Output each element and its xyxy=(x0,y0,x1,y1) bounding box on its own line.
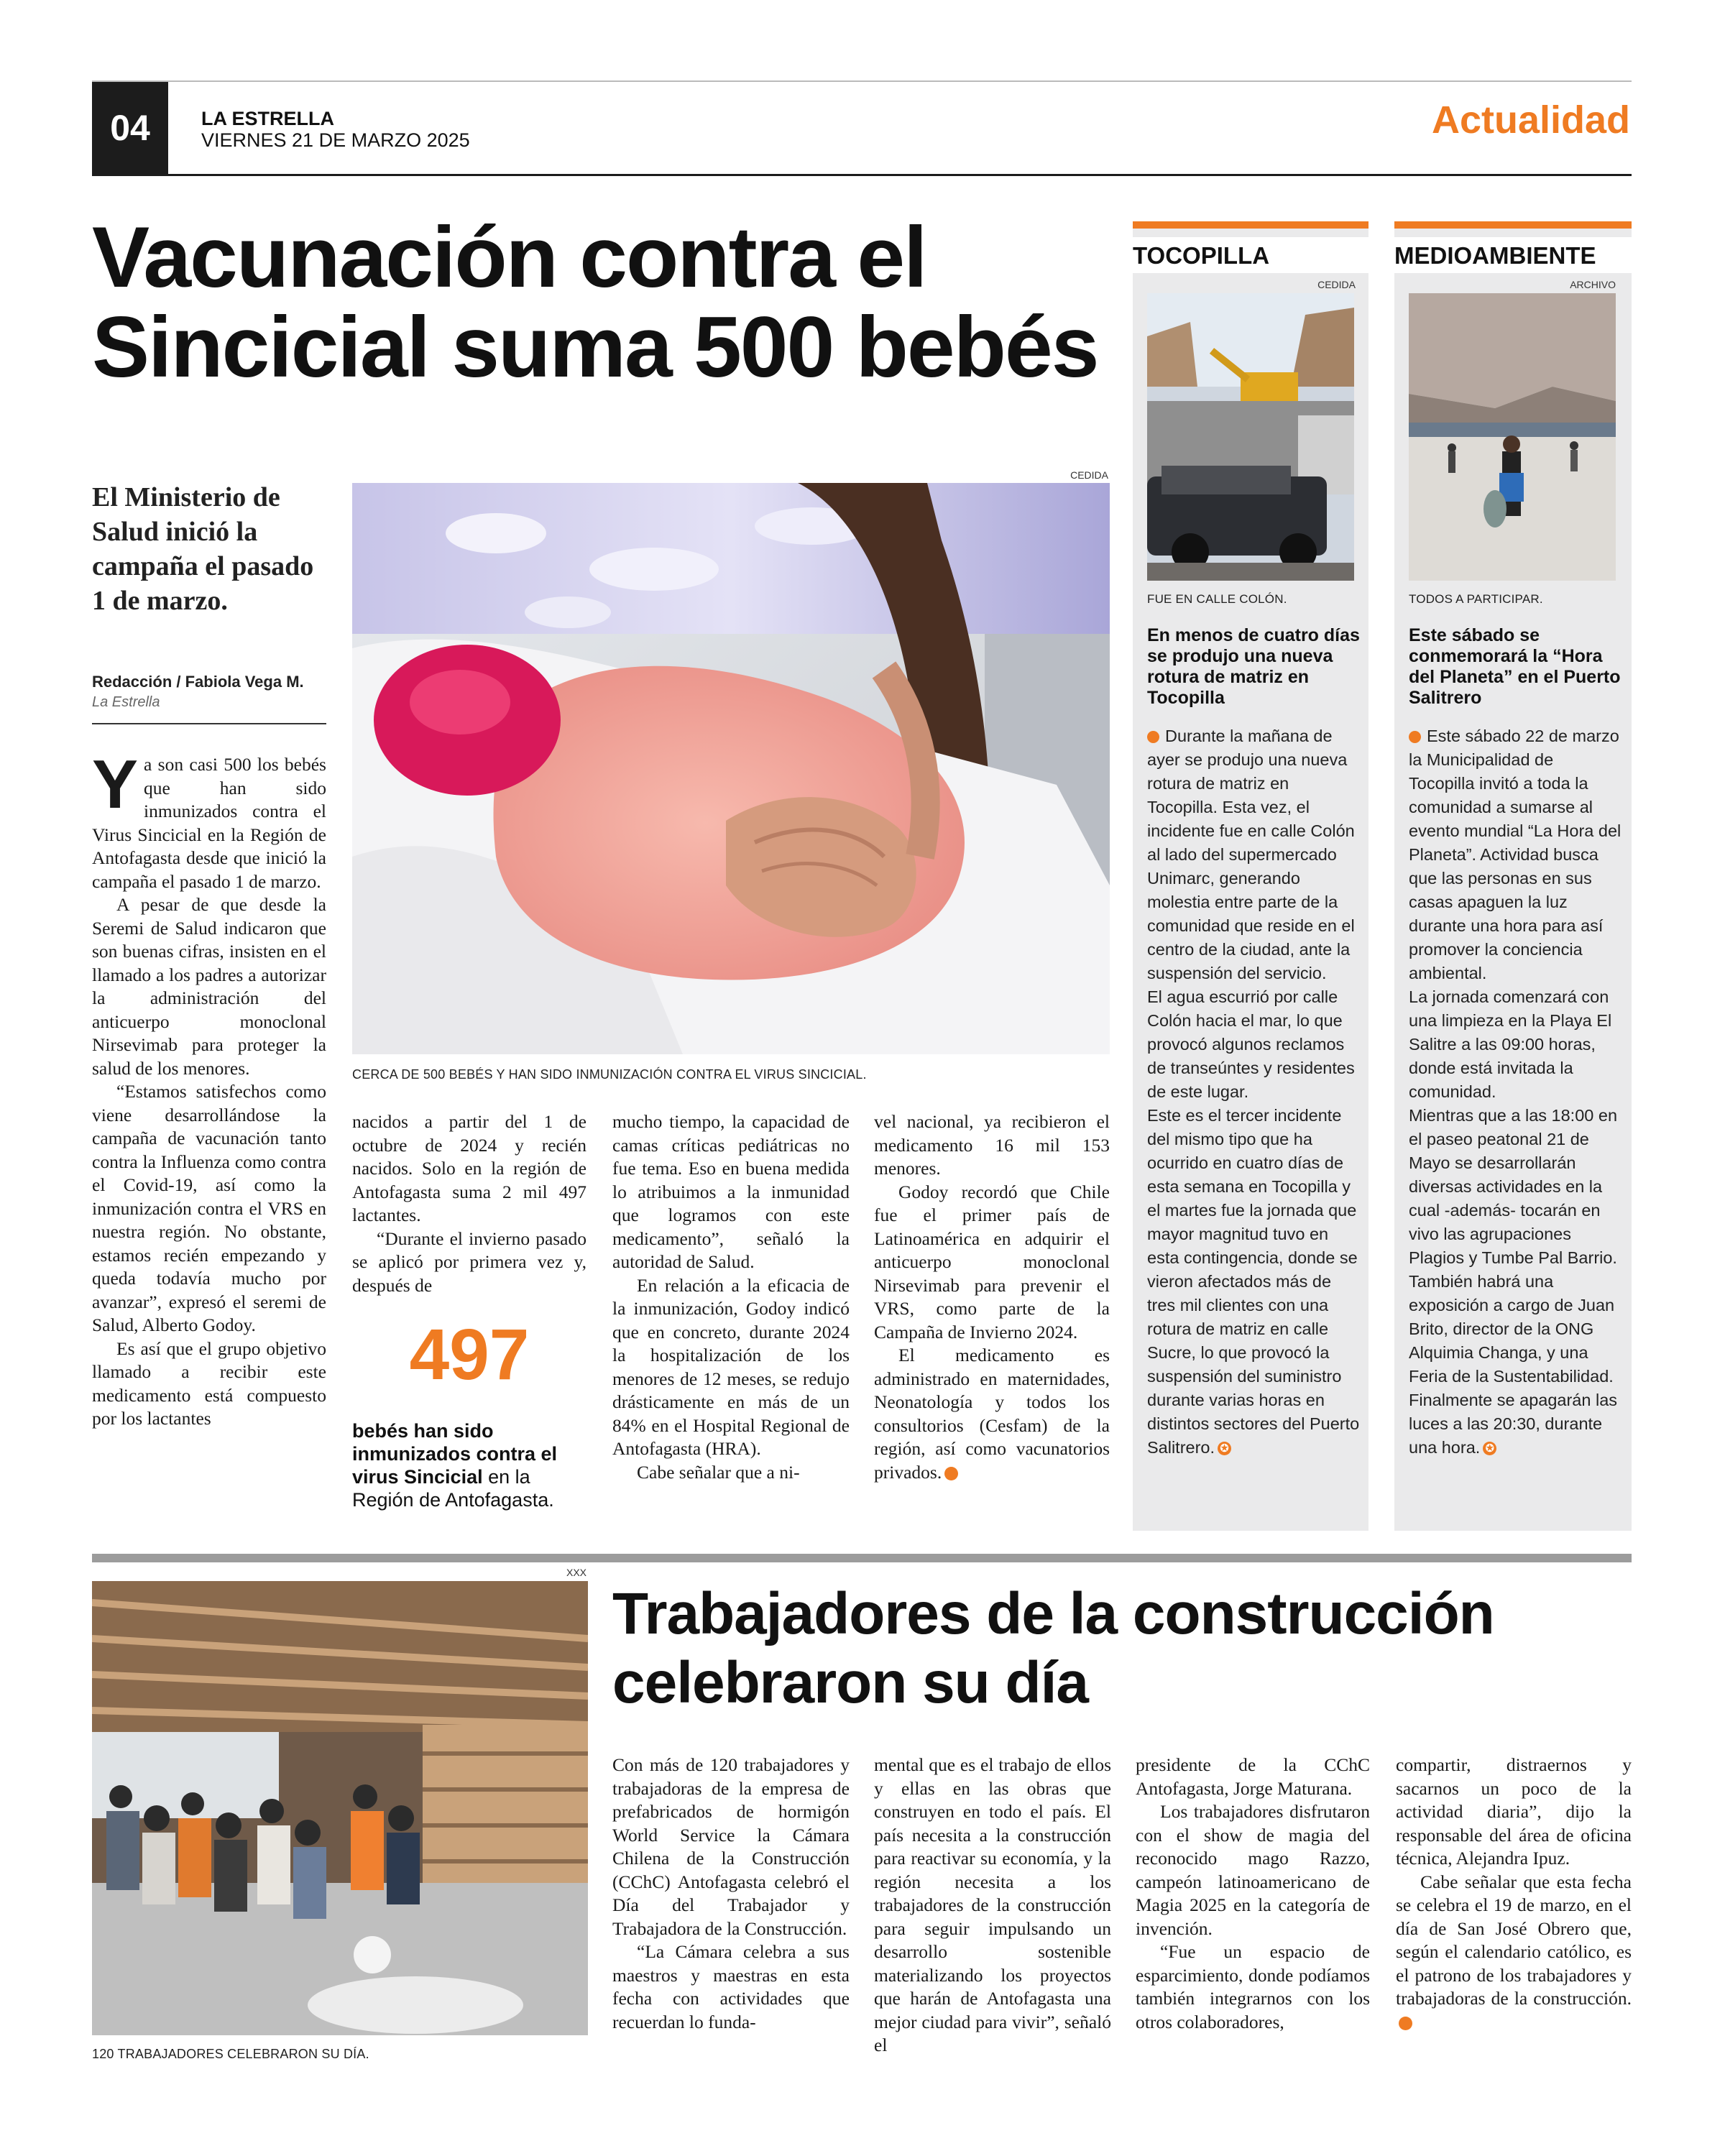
page-number: 04 xyxy=(92,82,168,174)
byline-rule xyxy=(92,723,326,724)
sidebar1-p1: Durante la mañana de ayer se produjo una nueva rotura de matriz en Tocopilla. Esta vez, el incidente fue en calle Colón al lado del supermercado Unimarc, generando molestia entre parte de la comunidad que reside en el centro de la ciudad, ante la suspensión del servicio. xyxy=(1147,727,1355,982)
sidebar-photo xyxy=(1409,293,1616,581)
main-column-2 xyxy=(352,1110,586,1297)
col1-p3: “Estamos satisfechos como viene desarrollándose la campaña de vacunación tanto contra la Influenza como contra el Covid-19, así como la inmunización contra el VRS en nuestra región. No obstante, estamos recién empezando y queda todavía mucho por avanzar”, expresó el seremi de Salud, Alberto Godoy. xyxy=(92,1081,326,1335)
sidebar-photo xyxy=(1147,293,1354,581)
second-photo-caption: 120 TRABAJADORES CELEBRARON SU DÍA. xyxy=(92,2047,369,2061)
second-photo xyxy=(92,1581,588,2035)
sidebar-photo-caption: FUE EN CALLE COLÓN. xyxy=(1147,592,1287,606)
second-col2-p1: mental que es el trabajo de ellos y ellas en las obras que construyen en todo el país. El país necesita a la construcción para reactivar su economía, y la región necesita a los trabajadores de la construcción para seguir impulsando un desarrollo sostenible materializando los proyectos que harán de Antofagasta una mejor ciudad para vivir”, señaló el xyxy=(874,1754,1111,2055)
main-photo-credit: CEDIDA xyxy=(1070,469,1108,481)
col2-p2: “Durante el invierno pasado se aplicó por primera vez y, después de xyxy=(352,1227,586,1296)
sidebar2-p4: Finalmente se apagarán las luces a las 20:30, durante una hora. xyxy=(1409,1391,1618,1457)
second-headline: Trabajadores de la construcción celebraron su día xyxy=(612,1581,1494,1715)
main-column-1 xyxy=(92,746,326,1431)
header-rule xyxy=(92,80,1632,82)
sidebar-tocopilla xyxy=(1133,221,1368,1531)
sidebar-photo-credit: CEDIDA xyxy=(1317,279,1356,290)
end-mark-icon: ✪ xyxy=(944,1467,958,1480)
newspaper-name: LA ESTRELLA xyxy=(201,108,334,129)
sidebar-headline: En menos de cuatro días se produjo una nueva rotura de matriz en Tocopilla xyxy=(1147,625,1360,708)
dropcap: Y xyxy=(92,746,139,823)
col4-p2: Godoy recordó que Chile fue el primer país de Latinoamérica en adquirir el anticuerpo monoclonal Nirsevimab para prevenir el VRS, como parte de la Campaña de Invierno 2024. xyxy=(874,1181,1110,1342)
col3-p2: En relación a la eficacia de la inmunización, Godoy indicó que en concreto, durante 2024 la hospitalización de los menores de 12 meses, se redujo drásticamente en más de un 84% en el Hospital Regional de Antofagasta (HRA). xyxy=(612,1274,850,1459)
second-column-3 xyxy=(1136,1754,1370,2034)
header-bottom-rule xyxy=(92,174,1632,176)
second-column-2 xyxy=(874,1754,1111,2058)
col4-p3: El medicamento es administrado en maternidades, Neonatología y todos los consultorios (Cesfam) de la región, así como vacunatorios privados. xyxy=(874,1345,1110,1483)
col1-p1: a son casi 500 los bebés que han sido inmunizados contra el Virus Sincicial en la Región de Antofagasta desde que inició la campaña el pasado 1 de marzo. xyxy=(92,754,326,892)
second-col3-p2: Los trabajadores disfrutaron con el show de magia del reconocido mago Razzo, campeón latinoamericano de Magia 2025 en la categoría de invención. xyxy=(1136,1801,1370,1939)
lead-text: El Ministerio de Salud inició la campaña el pasado 1 de marzo. xyxy=(92,482,314,616)
second-col3-p3: “Fue un espacio de esparcimiento, donde podíamos también integrarnos con los otros colaboradores, xyxy=(1136,1941,1370,2032)
byline: Redacción / Fabiola Vega M. xyxy=(92,673,304,691)
section-divider xyxy=(92,1554,1632,1562)
col3-p3: Cabe señalar que a ni- xyxy=(637,1461,800,1483)
edition-date: VIERNES 21 DE MARZO 2025 xyxy=(201,129,470,151)
sidebar-kicker: TOCOPILLA xyxy=(1133,237,1368,273)
col4-p1: vel nacional, ya recibieron el medicamento 16 mil 153 menores. xyxy=(874,1111,1110,1179)
second-col4-p1: compartir, distraernos y sacarnos un poco de la actividad diaria”, dijo la responsable del área de oficina técnica, Alejandra Ipuz. xyxy=(1396,1754,1632,1869)
sidebar1-p2: El agua escurrió por calle Colón hacia el mar, lo que provocó algunos reclamos de transeúntes y residentes de este lugar. xyxy=(1147,987,1355,1101)
main-headline: Vacunación contra el Sincicial suma 500 bebés xyxy=(92,209,1098,395)
second-col4-p2: Cabe señalar que esta fecha se celebra el 19 de marzo, en el día de San José Obrero que, según el calendario católico, es el patrono de los trabajadores y trabajadoras de la construcción. xyxy=(1396,1871,1632,2009)
sidebar1-p3: Este es el tercer incidente del mismo tipo que ha ocurrido en cuatro días de esta semana en Tocopilla y el martes fue la jornada que mayor magnitud tuvo en esta contingencia, donde se vieron afectados más de tres mil clientes con una rotura de matriz en calle Sucre, lo que provocó la suspensión del suministro durante varias horas en distintos sectores del Puerto Salitrero. xyxy=(1147,1106,1360,1457)
sidebar-photo-caption: TODOS A PARTICIPAR. xyxy=(1409,592,1543,606)
col1-p4: Es así que el grupo objetivo llamado a recibir este medicamento está compuesto por los lactantes xyxy=(92,1337,326,1429)
byline-source: La Estrella xyxy=(92,694,160,710)
sidebar-photo-credit: ARCHIVO xyxy=(1570,279,1616,290)
sidebar-headline: Este sábado se conmemorará la “Hora del Planeta” en el Puerto Salitrero xyxy=(1409,625,1621,708)
second-col1-p1: Con más de 120 trabajadores y trabajadoras de la empresa de prefabricados de hormigón World Service la Cámara Chilena de la Construcción (CChC) Antofagasta celebró el Día del Trabajador y Trabajadora de la Construcción. xyxy=(612,1754,850,1939)
stat-text-bold: bebés han sido inmunizados contra el virus Sincicial xyxy=(352,1420,558,1488)
stat-text-rest: en la Región de Antofagasta. xyxy=(352,1466,554,1511)
end-mark-icon: ✪ xyxy=(1483,1442,1496,1455)
second-column-4 xyxy=(1396,1754,1632,2034)
bullet-icon xyxy=(1409,731,1421,743)
sidebar2-p2: La jornada comenzará con una limpieza en la Playa El Salitre a las 09:00 horas, donde está invitada la comunidad. xyxy=(1409,987,1612,1101)
section-name: Actualidad xyxy=(1431,98,1630,142)
stat-number: 497 xyxy=(409,1314,530,1395)
end-mark-icon: ✪ xyxy=(1399,2017,1412,2030)
col3-p1: mucho tiempo, la capacidad de camas críticas pediátricas no fue tema. Eso en buena medida lo atribuimos a la inmunidad que logramos con este medicamento”, señaló la autoridad de Salud. xyxy=(612,1111,850,1272)
sidebar2-p3: Mientras que a las 18:00 en el paseo peatonal 21 de Mayo se desarrollarán diversas actividades en la cual -además- tocarán en vivo las agrupaciones Plagios y Tumbe Pal Barrio. También habrá una exposición a cargo de Juan Brito, director de la ONG Alquimia Changa, y una Feria de la Sustentabilidad. xyxy=(1409,1106,1618,1386)
col1-p2: A pesar de que desde la Seremi de Salud indicaron que son buenas cifras, insisten en el llamado a los padres a autorizar la administración del anticuerpo monoclonal Nirsevimab para proteger la salud de los menores. xyxy=(92,894,326,1079)
second-col1-p2: “La Cámara celebra a sus maestros y maestras en esta fecha con actividades que recuerdan lo funda- xyxy=(612,1941,850,2032)
sidebar2-p1: Este sábado 22 de marzo la Municipalidad de Tocopilla invitó a toda la comunidad a sumarse al evento mundial “La Hora del Planeta”. Actividad busca que las personas en sus casas apaguen la luz durante una hora para así promover la conciencia ambiental. xyxy=(1409,727,1622,982)
sidebar-body xyxy=(1147,724,1361,1460)
second-photo-credit: XXX xyxy=(566,1567,586,1578)
main-column-4 xyxy=(874,1110,1110,1484)
sidebar-kicker: MEDIOAMBIENTE xyxy=(1394,237,1632,273)
stat-text xyxy=(352,1419,586,1511)
end-mark-icon: ✪ xyxy=(1218,1442,1231,1455)
second-col3-p1: presidente de la CChC Antofagasta, Jorge Maturana. xyxy=(1136,1754,1370,1799)
bullet-icon xyxy=(1147,731,1159,743)
sidebar-medioambiente xyxy=(1394,221,1632,1531)
sidebar-top-bar xyxy=(1394,221,1632,229)
second-column-1 xyxy=(612,1754,850,2034)
sidebar-body xyxy=(1409,724,1623,1460)
col2-p1: nacidos a partir del 1 de octubre de 2024 y recién nacidos. Solo en la región de Antofagasta suma 2 mil 497 lactantes. xyxy=(352,1111,586,1225)
main-photo xyxy=(352,483,1110,1054)
sidebar-top-bar xyxy=(1133,221,1368,229)
main-column-3 xyxy=(612,1110,850,1484)
main-photo-caption: CERCA DE 500 BEBÉS Y HAN SIDO INMUNIZACIÓN CONTRA EL VIRUS SINCICIAL. xyxy=(352,1067,867,1082)
